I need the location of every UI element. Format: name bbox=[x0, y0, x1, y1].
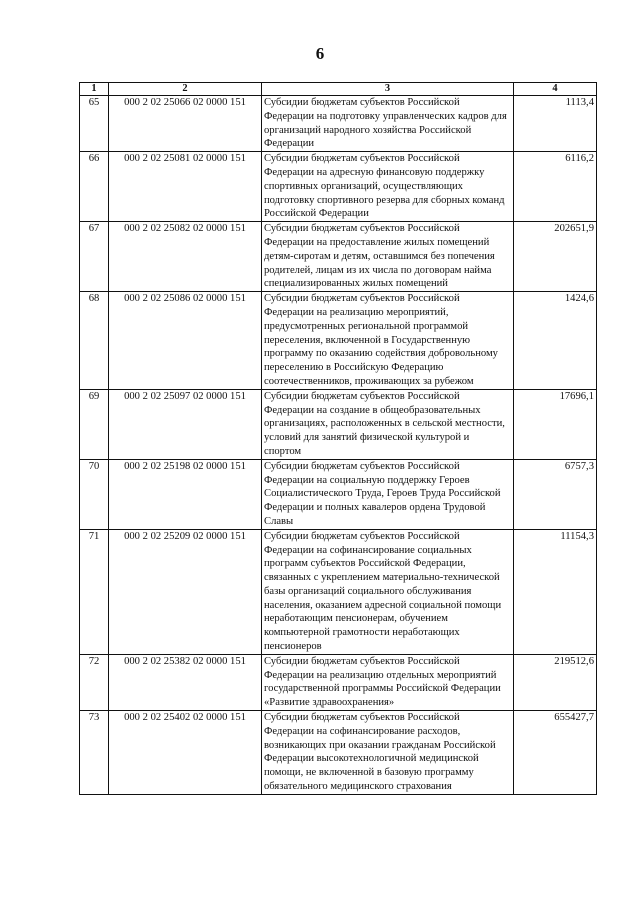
budget-code: 000 2 02 25082 02 0000 151 bbox=[109, 222, 262, 292]
income-name-line: Субсидии бюджетам субъектов Российской bbox=[264, 712, 460, 724]
income-name-line: Федерации и полных кавалеров ордена Трудовой bbox=[264, 502, 486, 514]
income-name bbox=[262, 222, 514, 292]
income-name-line: возникающих при оказании гражданам Российской bbox=[264, 739, 496, 751]
income-name-line: предусмотренных региональной программой bbox=[264, 320, 469, 332]
income-name-line: Федерации на социальную поддержку Героев bbox=[264, 474, 470, 486]
income-name-line: Субсидии бюджетам субъектов Российской bbox=[264, 390, 460, 402]
header-col-1: 1 bbox=[80, 83, 109, 96]
row-number: 67 bbox=[80, 222, 109, 292]
income-name-line: спортивных организаций, осуществляющих bbox=[264, 180, 463, 192]
income-name-line: неработающим пенсионерам, обучением bbox=[264, 613, 448, 625]
income-name-line: населения, оказанием адресной социальной помощи bbox=[264, 599, 502, 611]
income-name-line: «Развитие здравоохранения» bbox=[264, 697, 395, 709]
row-number: 71 bbox=[80, 529, 109, 654]
income-name bbox=[262, 459, 514, 529]
income-name-line: Субсидии бюджетам субъектов Российской bbox=[264, 223, 460, 235]
income-name bbox=[262, 292, 514, 390]
table-row bbox=[80, 529, 597, 654]
income-name-line: Федерации на адресную финансовую поддержку bbox=[264, 166, 485, 178]
income-name-line: Федерации высокотехнологичной медицинской bbox=[264, 753, 479, 765]
table-row bbox=[80, 459, 597, 529]
budget-code: 000 2 02 25097 02 0000 151 bbox=[109, 389, 262, 459]
income-name-line: Федерации на реализацию мероприятий, bbox=[264, 306, 449, 318]
income-name-line: подготовку спортивного резерва для сборных команд bbox=[264, 194, 505, 206]
amount: 17696,1 bbox=[514, 389, 597, 459]
header-col-2: 2 bbox=[109, 83, 262, 96]
income-name-line: обязательного медицинского страхования bbox=[264, 781, 452, 793]
income-name bbox=[262, 96, 514, 152]
table-header-row bbox=[80, 83, 597, 96]
row-number: 69 bbox=[80, 389, 109, 459]
table-row bbox=[80, 96, 597, 152]
income-name-line: Субсидии бюджетам субъектов Российской bbox=[264, 530, 460, 542]
income-name-line: условий для занятий физической культурой и bbox=[264, 432, 470, 444]
income-name-line: детям-сиротам и детям, оставшимся без попечения bbox=[264, 250, 495, 262]
amount: 202651,9 bbox=[514, 222, 597, 292]
income-name bbox=[262, 711, 514, 795]
income-name-line: переселения, включенной в Государственную bbox=[264, 334, 471, 346]
amount: 219512,6 bbox=[514, 654, 597, 710]
income-name-line: Федерации на реализацию отдельных мероприятий bbox=[264, 669, 497, 681]
budget-code: 000 2 02 25402 02 0000 151 bbox=[109, 711, 262, 795]
income-name-line: организациях, расположенных в сельской местности, bbox=[264, 418, 505, 430]
row-number: 65 bbox=[80, 96, 109, 152]
amount: 1113,4 bbox=[514, 96, 597, 152]
income-name-line: переселению в Российскую Федерацию bbox=[264, 362, 444, 374]
table-row bbox=[80, 292, 597, 390]
table-row bbox=[80, 389, 597, 459]
amount: 6116,2 bbox=[514, 152, 597, 222]
table-body bbox=[80, 96, 597, 795]
table-row bbox=[80, 711, 597, 795]
header-col-3: 3 bbox=[262, 83, 514, 96]
income-name-line: государственной программы Российской Федерации bbox=[264, 683, 501, 695]
income-name-line: пенсионеров bbox=[264, 641, 322, 653]
amount: 6757,3 bbox=[514, 459, 597, 529]
amount: 655427,7 bbox=[514, 711, 597, 795]
income-name-line: помощи, не включенной в базовую программу bbox=[264, 767, 474, 779]
income-name-line: Федерации bbox=[264, 138, 315, 150]
income-name-line: Федерации на предоставление жилых помещений bbox=[264, 236, 490, 248]
income-name-line: Российской Федерации bbox=[264, 208, 369, 220]
income-name-line: Субсидии бюджетам субъектов Российской bbox=[264, 293, 460, 305]
income-name bbox=[262, 529, 514, 654]
budget-code: 000 2 02 25382 02 0000 151 bbox=[109, 654, 262, 710]
income-name-line: Федерации на софинансирование социальных bbox=[264, 544, 472, 556]
header-col-4: 4 bbox=[514, 83, 597, 96]
budget-code: 000 2 02 25209 02 0000 151 bbox=[109, 529, 262, 654]
income-name-line: Федерации на софинансирование расходов, bbox=[264, 725, 461, 737]
income-name-line: Субсидии бюджетам субъектов Российской bbox=[264, 153, 460, 165]
income-name-line: Субсидии бюджетам субъектов Российской bbox=[264, 97, 460, 108]
income-name-line: родителей, лицам из их числа по договорам найма bbox=[264, 264, 492, 276]
income-name bbox=[262, 654, 514, 710]
income-name-line: соотечественников, проживающих за рубежом bbox=[264, 375, 474, 387]
income-name-line: программ субъектов Российской Федерации, bbox=[264, 558, 466, 570]
table-row bbox=[80, 654, 597, 710]
income-name-line: Социалистического Труда, Героев Труда Российской bbox=[264, 488, 501, 500]
income-name-line: организаций народного хозяйства Российской bbox=[264, 124, 472, 136]
table-row bbox=[80, 222, 597, 292]
row-number: 70 bbox=[80, 459, 109, 529]
income-name-line: Федерации на подготовку управленческих кадров для bbox=[264, 110, 507, 122]
row-number: 66 bbox=[80, 152, 109, 222]
amount: 11154,3 bbox=[514, 529, 597, 654]
budget-table bbox=[79, 82, 597, 795]
row-number: 72 bbox=[80, 654, 109, 710]
income-name-line: Субсидии бюджетам субъектов Российской bbox=[264, 655, 460, 667]
income-name bbox=[262, 389, 514, 459]
budget-code: 000 2 02 25081 02 0000 151 bbox=[109, 152, 262, 222]
income-name-line: специализированных жилых помещений bbox=[264, 278, 448, 290]
income-name-line: Федерации на создание в общеобразовательных bbox=[264, 404, 481, 416]
income-name-line: программу по оказанию содействия добровольному bbox=[264, 348, 498, 360]
row-number: 73 bbox=[80, 711, 109, 795]
table-row bbox=[80, 152, 597, 222]
amount: 1424,6 bbox=[514, 292, 597, 390]
row-number: 68 bbox=[80, 292, 109, 390]
budget-code: 000 2 02 25086 02 0000 151 bbox=[109, 292, 262, 390]
income-name-line: связанных с укреплением материально-технической bbox=[264, 572, 500, 584]
income-name-line: спортом bbox=[264, 445, 302, 457]
budget-code: 000 2 02 25066 02 0000 151 bbox=[109, 96, 262, 152]
page-number: 6 bbox=[315, 44, 325, 63]
income-name-line: базы организаций социального обслуживания bbox=[264, 585, 472, 597]
income-name-line: Славы bbox=[264, 515, 294, 527]
income-name-line: компьютерной грамотности неработающих bbox=[264, 627, 460, 639]
budget-code: 000 2 02 25198 02 0000 151 bbox=[109, 459, 262, 529]
income-name-line: Субсидии бюджетам субъектов Российской bbox=[264, 460, 460, 472]
income-name bbox=[262, 152, 514, 222]
